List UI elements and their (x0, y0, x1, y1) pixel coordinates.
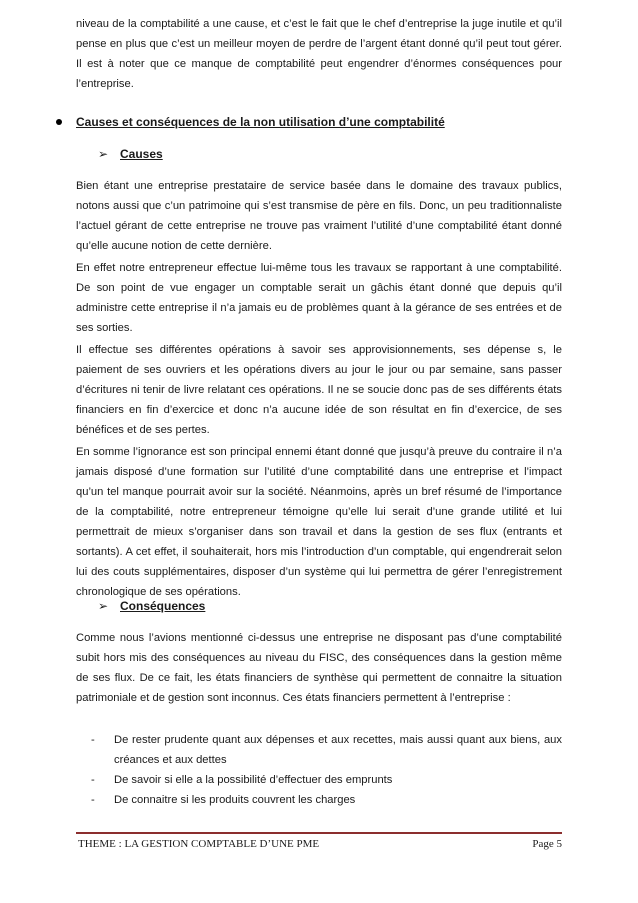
causes-paragraph-4: En somme l’ignorance est son principal ennemi étant donné que jusqu’à preuve du contraire il n’a jamais disposé d’une formation sur l’utilité d’une comptabilité dans une entreprise et l’impact qu’un tel manque pourrait avoir sur la société. Néanmoins, après un bref résumé de l’importance de la comptabilité, notre entrepreneur témoigne qu’elle lui serait d’une grande utilité et lui permettrait de mieux s’organiser dans son travail et dans la gestion de ses flux (entrants et sortants). A cet effet, il souhaiterait, hors mis l’introduction d’un comptable, qui engendrerait selon lui des couts supplémentaires, disposer d’un système qui lui permettra de gérer l’enregistrement chronologique de ses opérations. (76, 446, 562, 598)
causes-paragraph-1: Bien étant une entreprise prestataire de service basée dans le domaine des travaux publics, notons aussi que c’un patrimoine qui s’est transmise de père en fils. Donc, un peu traditionnaliste l’actuel gérant de cette entreprise ne trouve pas vraiment l’utilité d’une comptabilité étant donné qu’elle aucune notion de cette dernière. (76, 180, 562, 252)
list-item-text: De rester prudente quant aux dépenses et aux recettes, mais aussi quant aux biens, aux créances et aux dettes (114, 734, 562, 766)
page-number: Page 5 (532, 838, 562, 850)
causes-heading: Causes (120, 147, 163, 161)
list-item-text: De savoir si elle a la possibilité d’effectuer des emprunts (114, 774, 393, 786)
causes-paragraph-2: En effet notre entrepreneur effectue lui-même tous les travaux se rapportant à une comptabilité. De son point de vue engager un comptable serait un gâchis étant donné que depuis qu’il administre cette entreprise il n’a jamais eu de problèmes quant à la gérance de ses entrées et de ses sorties. (76, 262, 562, 334)
arrow-right-icon: ➢ (98, 147, 109, 161)
causes-paragraph-3: Il effectue ses différentes opérations à savoir ses approvisionnements, ses dépense s, le paiement de ses ouvriers et les opérations divers au jour le jour ou par semaine, sans passer d’écritures ni tenir de livre relatant ces opérations. Il ne se soucie donc pas de ses différents états financiers en fin d’exercice et donc n’a aucune idée de son résultat en fin d’exercice, de ses bénéfices et de ses pertes. (76, 344, 562, 436)
list-item (76, 730, 562, 770)
list-item (76, 770, 562, 790)
footer-rule (76, 832, 562, 834)
arrow-right-icon: ➢ (98, 599, 109, 613)
intro-paragraph: niveau de la comptabilité a une cause, et c’est le fait que le chef d’entreprise la juge inutile et qu’il pense en plus que c’est un meilleur moyen de perdre de l’argent étant donné qu’il peut tout gérer. Il est à noter que ce manque de comptabilité peut engendrer d’énormes conséquences pour l’entreprise. (76, 18, 562, 90)
list-item-text: De connaitre si les produits couvrent les charges (114, 794, 356, 806)
dash-marker: - (91, 734, 95, 746)
footer-theme: THEME : LA GESTION COMPTABLE D’UNE PME (78, 838, 320, 850)
consequences-paragraph: Comme nous l’avions mentionné ci-dessus une entreprise ne disposant pas d’une comptabilité subit hors mis des conséquences au niveau du FISC, des conséquences dans la gestion même de ses flux. De ce fait, les états financiers de synthèse qui permettent de connaitre la situation patrimoniale et de gestion sont inconnus. Ces états financiers permettent à l’entreprise : (76, 632, 562, 704)
dash-marker: - (91, 794, 95, 806)
list-item (76, 790, 562, 810)
section-heading: Causes et conséquences de la non utilisation d’une comptabilité (76, 115, 445, 129)
bullet-dot-icon (56, 119, 62, 125)
dash-marker: - (91, 774, 95, 786)
consequences-list (76, 730, 562, 810)
consequences-heading: Conséquences (120, 599, 206, 613)
